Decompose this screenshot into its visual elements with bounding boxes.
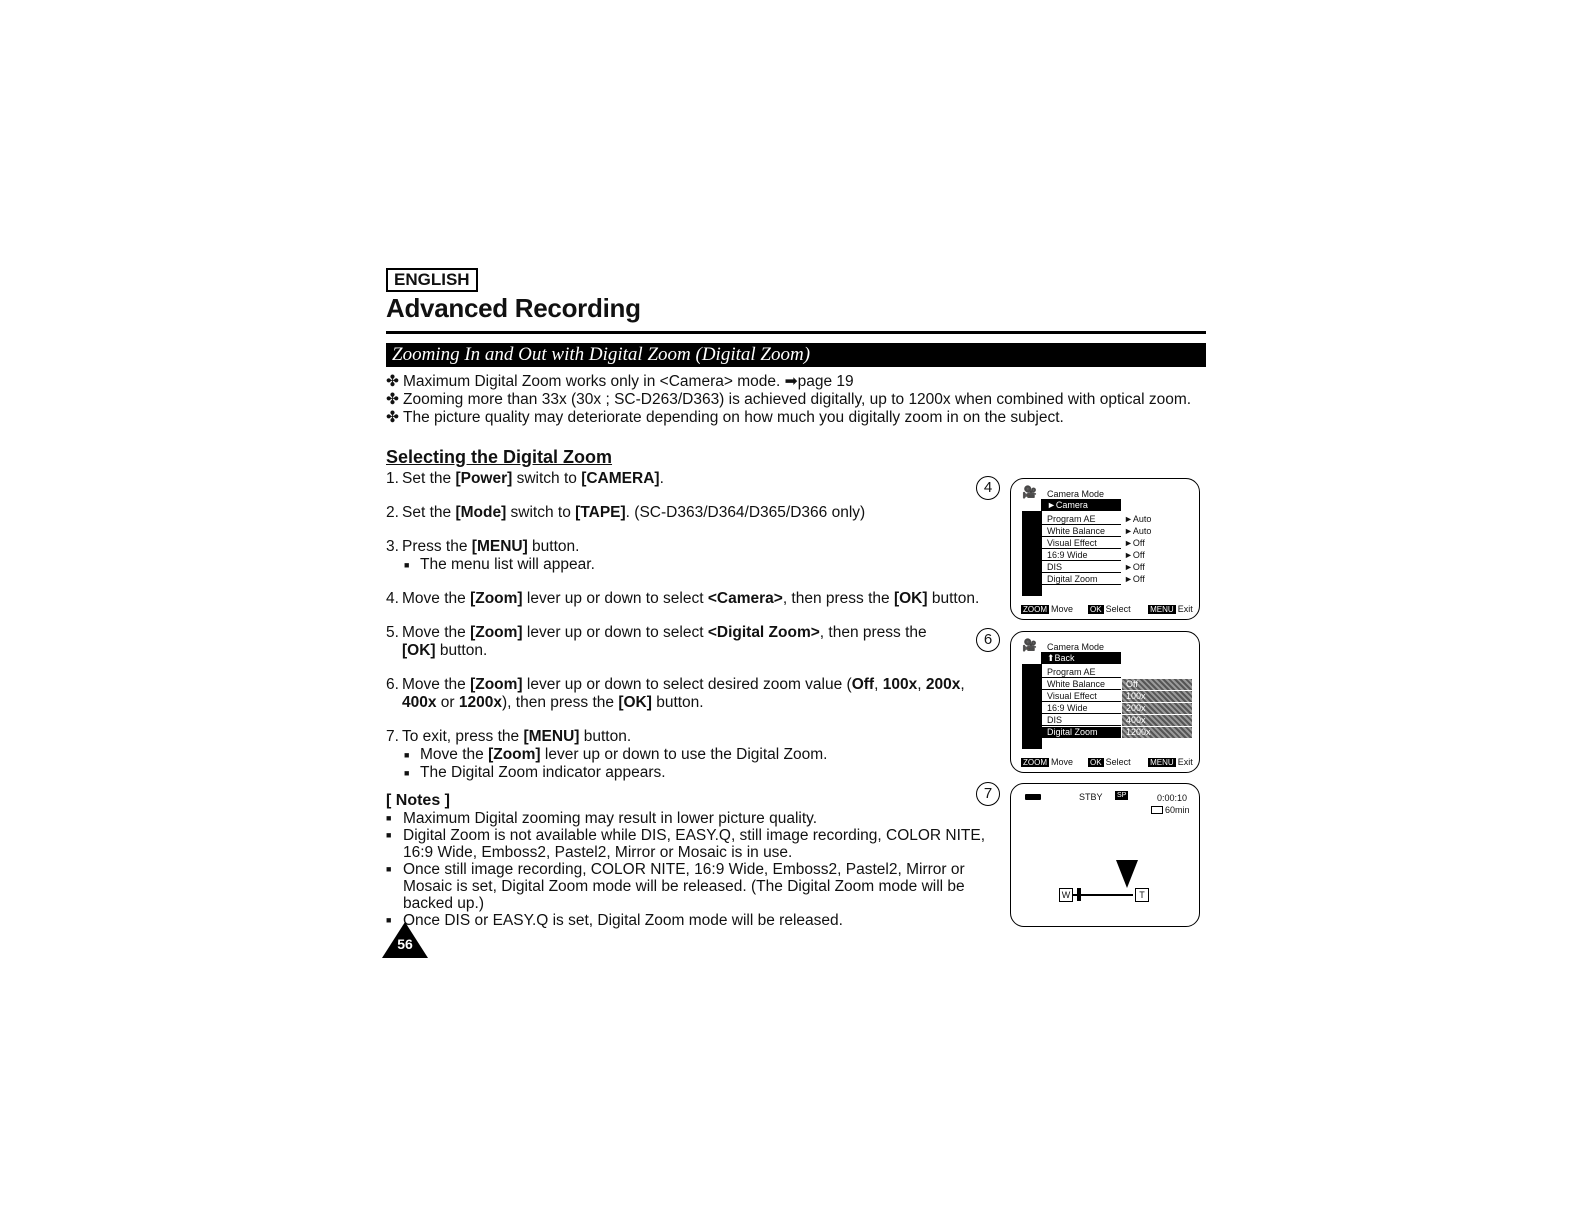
menu-screen-digital-zoom	[1010, 631, 1200, 773]
footer-label: Select	[1105, 604, 1131, 614]
footer-label: Select	[1105, 757, 1131, 767]
step-key: [Power]	[455, 470, 513, 487]
menu-footer	[1021, 757, 1193, 767]
ok-key-icon: OK	[1090, 758, 1102, 767]
step-key: [CAMERA]	[581, 470, 660, 487]
step-2	[386, 504, 1016, 522]
subheading: Selecting the Digital Zoom	[386, 447, 613, 467]
step-3	[386, 538, 1016, 574]
step-key: [OK]	[618, 694, 652, 711]
step-key: <Digital Zoom>	[707, 624, 820, 641]
intro-list	[386, 373, 1191, 427]
menu-item-white-balance[interactable]: White Balance	[1041, 526, 1121, 537]
step-text: lever up or down to use the Digital Zoom.	[540, 746, 828, 763]
timecode: 0:00:10	[1157, 793, 1188, 803]
title-rule	[386, 331, 1206, 334]
menu-key-icon: MENU	[1150, 758, 1174, 767]
step-key: [TAPE]	[575, 504, 626, 521]
step-5	[386, 624, 962, 660]
page-title: Advanced Recording	[386, 293, 641, 323]
note-item: ■ Once still image recording, COLOR NITE, 16:9 Wide, Emboss2, Pastel2, Mirror or Mosaic is set, Digital Zoom mode will be released. (The Digital Zoom mode will be backed up.)	[386, 861, 1011, 912]
bullet-icon: ✤	[386, 391, 399, 408]
battery-icon	[1025, 794, 1041, 800]
zoom-bar	[1073, 894, 1133, 896]
step-text: ,	[960, 676, 965, 693]
step-text: lever up or down to select	[522, 590, 708, 607]
step-number: 7.	[386, 728, 399, 745]
step-text: Set the	[402, 470, 456, 487]
menu-value: ►Off	[1124, 562, 1145, 572]
ok-key-icon: OK	[1090, 605, 1102, 614]
step-number: 5.	[386, 624, 399, 641]
intro-item	[386, 373, 1191, 391]
zoom-option-100x[interactable]: 100x	[1122, 691, 1192, 702]
page-number: 56	[397, 936, 413, 952]
step-text: lever up or down to select desired zoom value (	[522, 676, 852, 693]
menu-item-dis[interactable]: DIS	[1041, 715, 1121, 726]
intro-item	[386, 391, 1191, 409]
sp-mode-icon: SP	[1117, 792, 1127, 799]
menu-sidebar	[1022, 664, 1042, 749]
step-key: [Mode]	[455, 504, 507, 521]
wide-label: W	[1059, 888, 1073, 902]
step-text: Move the	[402, 590, 471, 607]
step-text: button.	[435, 642, 488, 659]
step-7	[386, 728, 1016, 782]
menu-footer	[1021, 604, 1193, 614]
menu-screen-camera	[1010, 478, 1200, 620]
menu-value: ►Off	[1124, 538, 1145, 548]
step-text: button.	[927, 590, 980, 607]
step-key: 200x	[925, 676, 961, 693]
notes-title: [ Notes ]	[386, 792, 450, 809]
menu-item-dis[interactable]: DIS	[1041, 562, 1121, 573]
zoom-indicator-arrow-icon	[1116, 860, 1138, 888]
step-key: [OK]	[402, 642, 436, 659]
status-label: STBY	[1079, 792, 1103, 802]
step-bullet	[402, 746, 1016, 764]
step-text: Move the	[420, 746, 489, 763]
step-key: <Camera>	[707, 590, 783, 607]
menu-item-visual-effect[interactable]: Visual Effect	[1041, 538, 1121, 549]
step-text: , then press the	[819, 624, 927, 641]
step-text: ,	[917, 676, 926, 693]
step-key: 100x	[882, 676, 918, 693]
step-6-marker: 6	[976, 628, 1000, 652]
zoom-option-400x[interactable]: 400x	[1122, 715, 1192, 726]
step-text: To exit, press the	[402, 728, 524, 745]
menu-item-program-ae[interactable]: Program AE	[1041, 667, 1121, 678]
menu-item-digital-zoom[interactable]: Digital Zoom	[1041, 574, 1121, 585]
step-number: 2.	[386, 504, 399, 521]
step-text: Press the	[402, 538, 472, 555]
step-text: .	[659, 470, 664, 487]
bullet-icon: ✤	[386, 409, 399, 426]
menu-item-digital-zoom[interactable]: Digital Zoom	[1041, 727, 1121, 738]
step-text: switch to	[512, 470, 582, 487]
bullet-icon: ✤	[386, 373, 399, 390]
step-number: 1.	[386, 470, 399, 487]
step-key: 1200x	[458, 694, 502, 711]
step-text: . (SC-D363/D364/D365/D366 only)	[625, 504, 866, 521]
steps-list	[386, 470, 1016, 797]
step-key: [MENU]	[471, 538, 528, 555]
menu-sidebar	[1022, 511, 1042, 596]
tape-icon	[1151, 806, 1163, 814]
step-key: [Zoom]	[488, 746, 541, 763]
menu-value: ►Off	[1124, 550, 1145, 560]
intro-text: The picture quality may deteriorate depending on how much you digitally zoom in on the subject.	[403, 409, 1064, 426]
footer-label: Exit	[1177, 757, 1193, 767]
notes-section	[386, 792, 1011, 929]
step-text: Set the	[402, 504, 456, 521]
step-text: ), then press the	[502, 694, 619, 711]
step-7-marker: 7	[976, 782, 1000, 806]
menu-value: ►Auto	[1124, 526, 1152, 536]
step-1	[386, 470, 1016, 488]
language-label: ENGLISH	[386, 268, 478, 292]
footer-label: Move	[1051, 757, 1074, 767]
menu-item-16-9-wide[interactable]: 16:9 Wide	[1041, 703, 1121, 714]
menu-item-16-9-wide[interactable]: 16:9 Wide	[1041, 550, 1121, 561]
menu-value: ►Off	[1124, 574, 1145, 584]
note-item: ■ Maximum Digital zooming may result in lower picture quality.	[386, 810, 1011, 827]
step-number: 4.	[386, 590, 399, 607]
menu-key-icon: MENU	[1150, 605, 1174, 614]
menu-value: ►Auto	[1124, 514, 1152, 524]
step-6	[386, 676, 1002, 712]
camera-icon: 🎥	[1022, 638, 1037, 652]
zoom-option-200x[interactable]: 200x	[1122, 703, 1192, 714]
note-item: ■ Once DIS or EASY.Q is set, Digital Zoom mode will be released.	[386, 912, 1011, 929]
intro-text: Zooming more than 33x (30x ; SC-D263/D363) is achieved digitally, up to 1200x when combined with optical zoom.	[403, 391, 1192, 408]
zoom-key-icon: ZOOM	[1023, 605, 1047, 614]
menu-item-visual-effect[interactable]: Visual Effect	[1041, 691, 1121, 702]
step-text: button.	[527, 538, 580, 555]
step-key: Off	[851, 676, 875, 693]
viewfinder-screen	[1010, 783, 1200, 927]
step-text: or	[436, 694, 459, 711]
step-number: 3.	[386, 538, 399, 555]
zoom-option-off[interactable]: Off	[1122, 679, 1192, 690]
step-key: [MENU]	[523, 728, 580, 745]
step-bullet: ■ The Digital Zoom indicator appears.	[402, 764, 1016, 782]
zoom-key-icon: ZOOM	[1023, 758, 1047, 767]
footer-label: Move	[1051, 604, 1074, 614]
menu-item-camera[interactable]: ►Camera	[1041, 500, 1121, 511]
remaining-time: 60min	[1165, 805, 1190, 815]
menu-header: Camera Mode	[1041, 489, 1121, 500]
step-4	[386, 590, 1016, 608]
tele-label: T	[1135, 888, 1149, 902]
step-text: lever up or down to select	[522, 624, 708, 641]
intro-item	[386, 409, 1191, 427]
menu-item-program-ae[interactable]: Program AE	[1041, 514, 1121, 525]
step-number: 6.	[386, 676, 399, 693]
step-key: 400x	[402, 694, 437, 711]
step-text: Move the	[402, 624, 471, 641]
zoom-option-1200x[interactable]: 1200x	[1122, 727, 1192, 738]
step-text: ,	[874, 676, 883, 693]
footer-label: Exit	[1177, 604, 1193, 614]
step-text: Move the	[402, 676, 471, 693]
step-key: [Zoom]	[470, 624, 523, 641]
step-key: [OK]	[893, 590, 928, 607]
menu-item-back[interactable]: ⬆Back	[1041, 653, 1121, 664]
note-item: ■ Digital Zoom is not available while DIS, EASY.Q, still image recording, COLOR NITE, 16:9 Wide, Emboss2, Pastel2, Mirror or Mosaic is in use.	[386, 827, 1011, 861]
step-text: button.	[651, 694, 704, 711]
step-key: [Zoom]	[470, 590, 523, 607]
step-key: [Zoom]	[470, 676, 523, 693]
step-text: button.	[579, 728, 632, 745]
intro-text: Maximum Digital Zoom works only in <Camera> mode. ➡page 19	[403, 373, 854, 390]
menu-header: Camera Mode	[1041, 642, 1121, 653]
step-text: switch to	[506, 504, 576, 521]
menu-item-white-balance[interactable]: White Balance	[1041, 679, 1121, 690]
step-bullet: ■ The menu list will appear.	[402, 556, 1016, 574]
camera-icon: 🎥	[1022, 485, 1037, 499]
section-banner: Zooming In and Out with Digital Zoom (Digital Zoom)	[386, 343, 1206, 367]
step-text: , then press the	[782, 590, 894, 607]
zoom-bar-cursor	[1077, 888, 1081, 901]
step-4-marker: 4	[976, 476, 1000, 500]
